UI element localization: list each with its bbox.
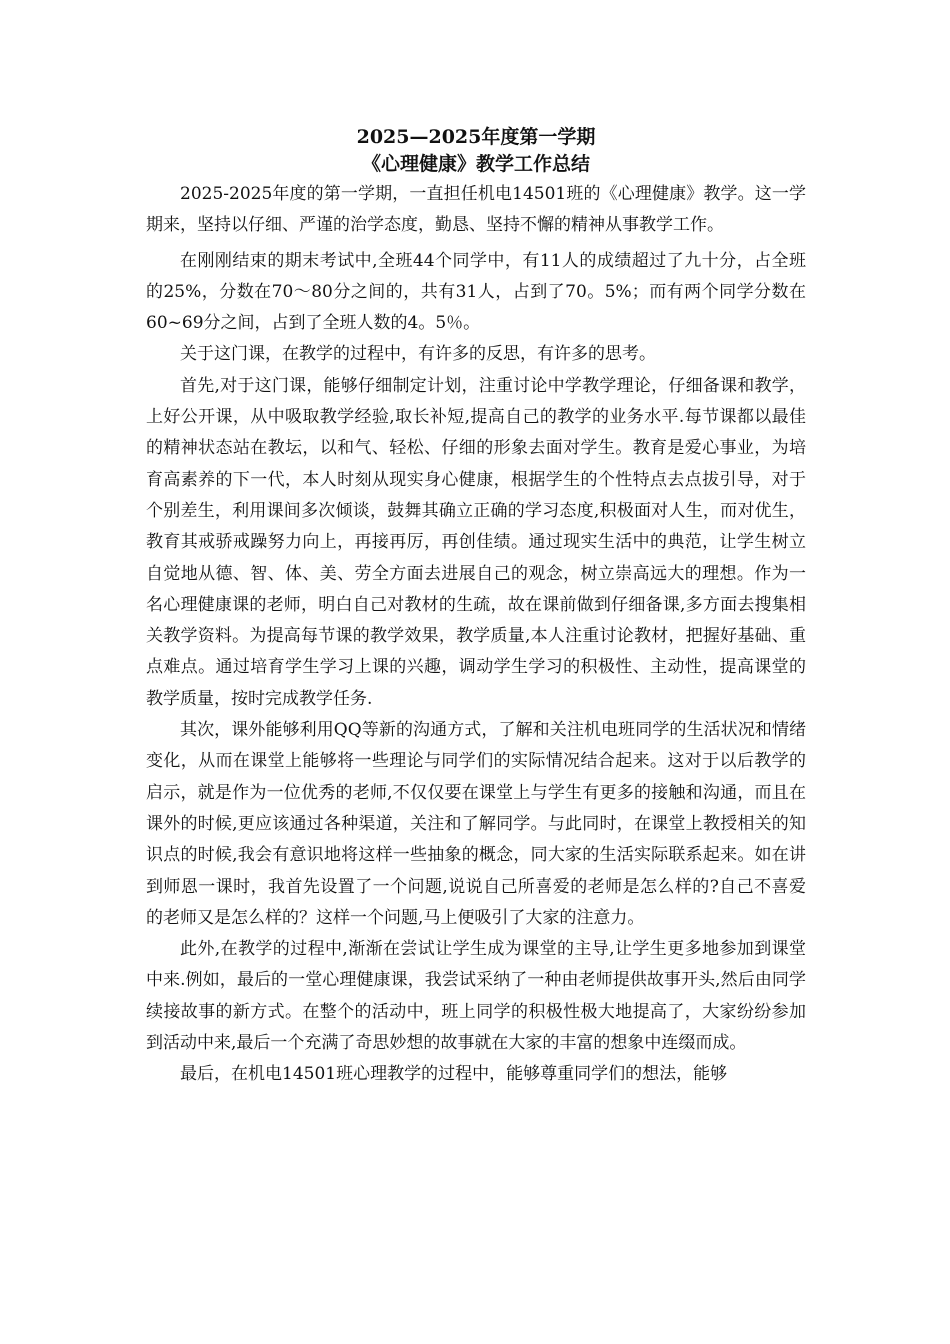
document-title-line1: 2025—2025年度第一学期 bbox=[356, 126, 596, 148]
document-title-line2: 《心理健康》教学工作总结 bbox=[361, 153, 590, 175]
paragraph-second: 其次，课外能够利用QQ等新的沟通方式，了解和关注机电班同学的生活状况和情绪变化，从而在课堂上能够将一些理论与同学们的实际情况结合起来。这对于以后教学的启示，就是作为一位优秀的老师,不仅仅要在课堂上与学生有更多的接触和沟通，而且在课外的时候,更应该通过各种渠道，关注和了解同学。与此同时，在课堂上教授相关的知识点的时候,我会有意识地将这样一些抽象的概念，同大家的生活实际联系起来。如在讲到师恩一课时，我首先设置了一个问题,说说自己所喜爱的老师是怎么样的?自己不喜爱的老师又是怎么样的？这样一个问题,马上便吸引了大家的注意力。 bbox=[146, 720, 806, 928]
paragraph-last: 最后，在机电14501班心理教学的过程中，能够尊重同学们的想法，能够 bbox=[180, 1064, 728, 1085]
document-page bbox=[146, 124, 806, 1091]
paragraph-third: 此外,在教学的过程中,渐渐在尝试让学生成为课堂的主导,让学生更多地参加到课堂中来.例如，最后的一堂心理健康课，我尝试采纳了一种由老师提供故事开头,然后由同学续接故事的新方式。在整个的活动中，班上同学的积极性极大地提高了，大家纷纷参加到活动中来,最后一个充满了奇思妙想的故事就在大家的丰富的想象中连缀而成。 bbox=[146, 939, 806, 1054]
paragraph-exam-results: 在刚刚结束的期末考试中,全班44个同学中，有11人的成绩超过了九十分，占全班的25%，分数在70～80分之间的，共有31人，占到了70。5%；而有两个同学分数在60~69分之间，占到了全班人数的4。5％。 bbox=[146, 250, 806, 334]
paragraph-first: 首先,对于这门课，能够仔细制定计划，注重讨论中学教学理论，仔细备课和教学，上好公开课，从中吸取教学经验,取长补短,提高自己的教学的业务水平.每节课都以最佳的精神状态站在教坛，以和气、轻松、仔细的形象去面对学生。教育是爱心事业，为培育高素养的下一代，本人时刻从现实身心健康，根据学生的个性特点去点拔引导，对于个别差生，利用课间多次倾谈，鼓舞其确立正确的学习态度,积极面对人生，而对优生，教育其戒骄戒躁努力向上，再接再厉，再创佳绩。通过现实生活中的典范，让学生树立自觉地从德、智、体、美、劳全方面去进展自己的观念，树立崇高远大的理想。作为一名心理健康课的老师，明白自己对教材的生疏，故在课前做到仔细备课,多方面去搜集相关教学资料。为提高每节课的教学效果，教学质量,本人注重讨论教材，把握好基础、重点难点。通过培育学生学习上课的兴趣，调动学生学习的积极性、主动性，提高课堂的教学质量，按时完成教学任务. bbox=[146, 375, 806, 709]
paragraph-intro: 2025-2025年度的第一学期，一直担任机电14501班的《心理健康》教学。这一学期来，坚持以仔细、严谨的治学态度，勤恳、坚持不懈的精神从事教学工作。 bbox=[146, 184, 806, 236]
paragraph-reflection: 关于这门课，在教学的过程中，有许多的反思，有许多的思考。 bbox=[180, 344, 656, 365]
